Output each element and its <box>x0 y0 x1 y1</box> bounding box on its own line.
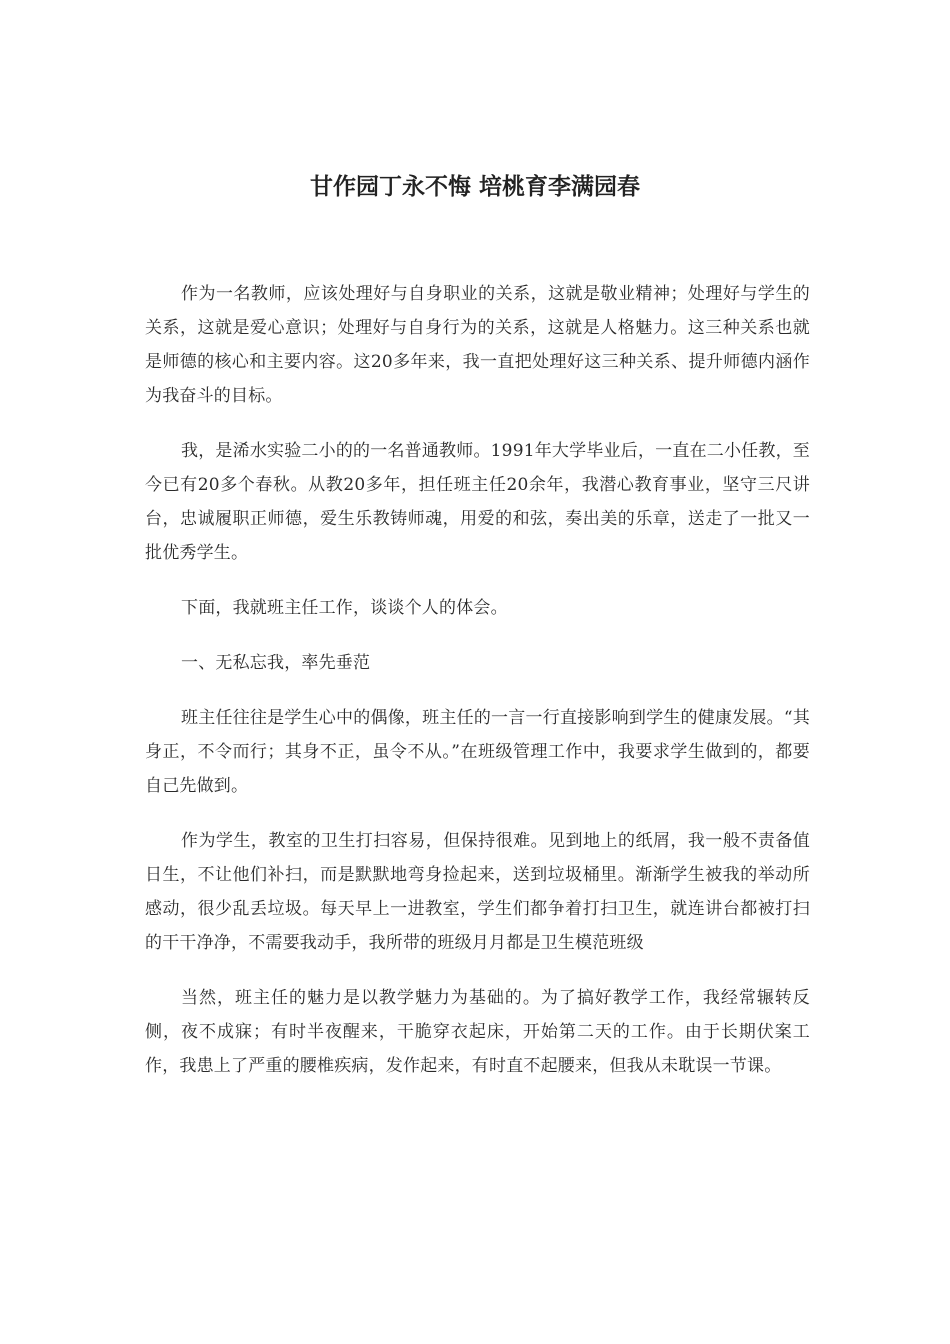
paragraph-classroom-hygiene: 作为学生，教室的卫生打扫容易，但保持很难。见到地上的纸屑，我一般不责备值日生，不让他们补扫，而是默默地弯身捡起来，送到垃圾桶里。渐渐学生被我的举动所感动，很少乱丢垃圾。每天早上一进教室，学生们都争着打扫卫生，就连讲台都被打扫的干干净净，不需要我动手，我所带的班级月月都是卫生模范班级 <box>145 831 810 953</box>
paragraph-role-model: 班主任往往是学生心中的偶像，班主任的一言一行直接影响到学生的健康发展。“其身正，不令而行；其身不正，虽令不从。”在班级管理工作中，我要求学生做到的，都要自己先做到。 <box>145 708 810 796</box>
paragraph-transition: 下面，我就班主任工作，谈谈个人的体会。 <box>181 598 508 618</box>
paragraph-self-introduction: 我，是浠水实验二小的的一名普通教师。1991年大学毕业后，一直在二小任教，至今已有20多个春秋。从教20多年，担任班主任20余年，我潜心教育事业，坚守三尺讲台，忠诚履职正师德，爱生乐教铸师魂，用爱的和弦，奏出美的乐章，送走了一批又一批优秀学生。 <box>145 441 810 563</box>
paragraph-intro: 作为一名教师，应该处理好与自身职业的关系，这就是敬业精神；处理好与学生的关系，这就是爱心意识；处理好与自身行为的关系，这就是人格魅力。这三种关系也就是师德的核心和主要内容。这20多年来，我一直把处理好这三种关系、提升师德内涵作为我奋斗的目标。 <box>145 284 810 406</box>
section-heading-1: 一、无私忘我，率先垂范 <box>181 653 371 673</box>
paragraph-teaching-dedication: 当然，班主任的魅力是以教学魅力为基础的。为了搞好教学工作，我经常辗转反侧，夜不成寐；有时半夜醒来，干脆穿衣起床，开始第二天的工作。由于长期伏案工作，我患上了严重的腰椎疾病，发作起来，有时直不起腰来，但我从未耽误一节课。 <box>145 988 810 1076</box>
document-title: 甘作园丁永不悔 培桃育李满园春 <box>309 174 640 200</box>
document-body <box>145 277 810 1104</box>
